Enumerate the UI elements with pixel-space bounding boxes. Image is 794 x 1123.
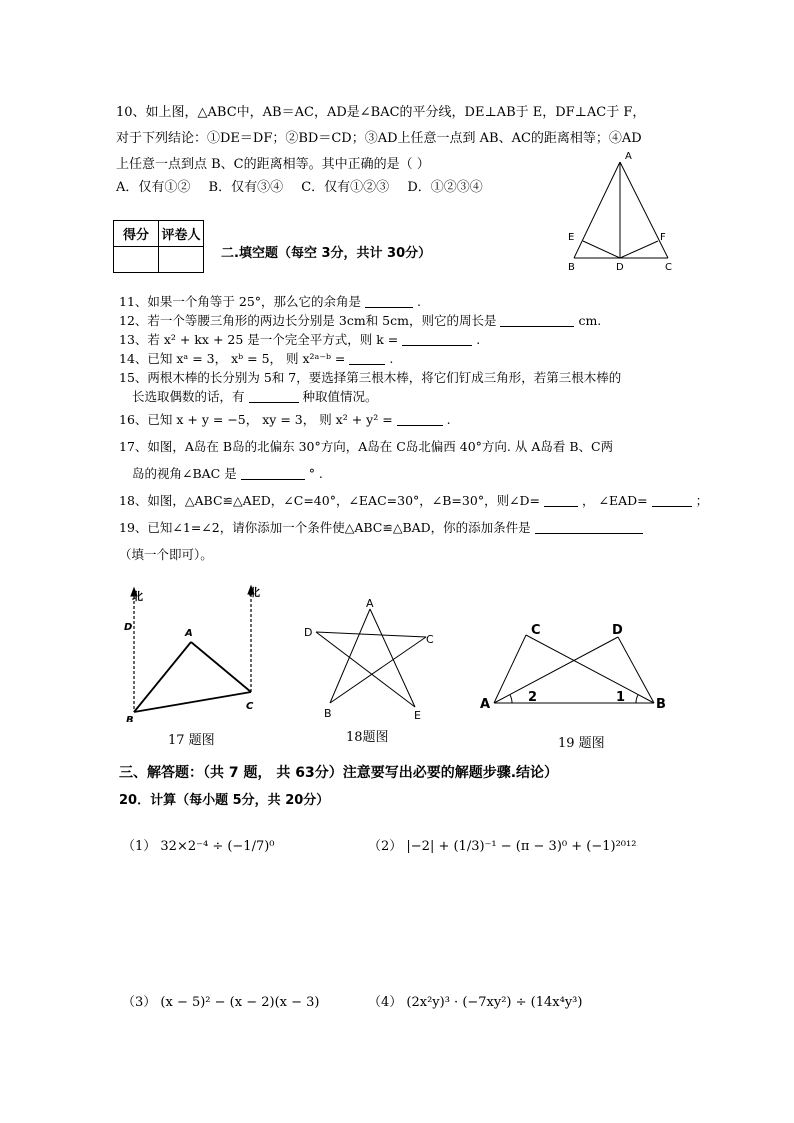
q14: 14、已知 xᵃ = 3， xᵇ = 5， 则 x²ᵃ⁻ᵇ = . bbox=[119, 351, 394, 366]
f17-label-b: B bbox=[126, 715, 134, 722]
f19-label-2: 2 bbox=[528, 690, 538, 705]
q11-blank[interactable] bbox=[365, 294, 413, 308]
fill-in-questions bbox=[119, 292, 709, 568]
f19-caption: 19 题图 bbox=[558, 736, 605, 751]
q12-blank[interactable] bbox=[500, 313, 574, 327]
q16: 16、已知 x + y = −5， xy = 3， 则 x² + y² = . bbox=[119, 412, 451, 427]
q18-blank-ead[interactable] bbox=[652, 493, 692, 507]
figure-18 bbox=[300, 595, 440, 725]
f19-label-b: B bbox=[656, 697, 666, 712]
f18-label-c: C bbox=[426, 633, 434, 646]
f19-label-c: C bbox=[531, 623, 541, 638]
score-header: 得分 bbox=[114, 221, 159, 247]
expr-1: （1） 32×2⁻⁴ ÷ (−1/7)⁰ bbox=[122, 839, 275, 854]
f19-label-d: D bbox=[612, 623, 623, 638]
f18-caption: 18题图 bbox=[346, 730, 389, 745]
score-cell[interactable] bbox=[114, 247, 159, 273]
q10-label-f: F bbox=[660, 232, 666, 243]
f17-label-c: C bbox=[246, 701, 254, 712]
q15-line2: 长选取偶数的话，有 种取值情况。 bbox=[132, 389, 378, 404]
q10-option-b: B．仅有③④ bbox=[208, 180, 284, 195]
section3-title: 三、解答题：（共 7 题， 共 63分）注意要写出必要的解题步骤.结论） bbox=[119, 765, 559, 781]
f18-label-b: B bbox=[324, 707, 332, 720]
q18: 18、如图，△ABC≌△AED，∠C=40°，∠EAC=30°，∠B=30°，则∠D= ， ∠EAD= ； bbox=[119, 493, 709, 508]
q16-blank[interactable] bbox=[397, 412, 443, 426]
f17-label-d: D bbox=[124, 622, 133, 633]
q15-line1: 15、两根木棒的长分别为 5和 7，要选择第三根木棒，将它们钉成三角形，若第三根木棒的 bbox=[119, 370, 622, 385]
q17-line2: 岛的视角∠BAC 是 ° . bbox=[132, 466, 323, 481]
q10-figure bbox=[562, 148, 682, 276]
f19-label-a: A bbox=[480, 697, 491, 712]
q12: 12、若一个等腰三角形的两边长分别是 3cm和 5cm，则它的周长是 cm. bbox=[119, 313, 602, 328]
q17-blank[interactable] bbox=[241, 466, 305, 480]
figure-19 bbox=[478, 615, 678, 715]
reviewer-cell[interactable] bbox=[159, 247, 204, 273]
reviewer-header: 评卷人 bbox=[159, 221, 204, 247]
f19-label-1: 1 bbox=[616, 690, 626, 705]
q10-label-a: A bbox=[625, 151, 632, 162]
q10-option-c: C．仅有①②③ bbox=[301, 180, 390, 195]
q11: 11、如果一个角等于 25°，那么它的余角是 . bbox=[119, 294, 421, 309]
f18-label-a: A bbox=[366, 597, 374, 610]
q13: 13、若 x² + kx + 25 是一个完全平方式，则 k = . bbox=[119, 332, 481, 347]
q10-line2: 对于下列结论：①DE＝DF；②BD＝CD；③AD上任意一点到 AB、AC的距离相等；④AD bbox=[116, 131, 642, 146]
q15-blank[interactable] bbox=[249, 389, 299, 403]
f17-caption: 17 题图 bbox=[168, 733, 215, 748]
q10-line3: 上任意一点到点 B、C的距离相等。其中正确的是（ ） bbox=[116, 157, 430, 172]
expr-4: （4） (2x²y)³ · (−7xy²) ÷ (14x⁴y³) bbox=[368, 995, 583, 1010]
f17-north-2: 北 bbox=[249, 586, 260, 599]
f18-label-d: D bbox=[304, 626, 313, 639]
f17-label-a: A bbox=[185, 628, 193, 639]
q19-line2: （填一个即可）。 bbox=[119, 547, 213, 562]
q10-line1: 10、如上图，△ABC中，AB＝AC，AD是∠BAC的平分线，DE⊥AB于 E，DF⊥AC于 F， bbox=[116, 105, 646, 120]
expr-2: （2） |−2| + (1/3)⁻¹ − (π − 3)⁰ + (−1)²⁰¹² bbox=[368, 839, 637, 854]
q10-label-b: B bbox=[568, 262, 575, 273]
q10-option-d: D．①②③④ bbox=[407, 180, 483, 195]
q10-label-d: D bbox=[616, 262, 624, 273]
f18-label-e: E bbox=[414, 709, 421, 722]
f17-north-1: 北 bbox=[132, 590, 143, 603]
q10-options bbox=[116, 176, 497, 195]
q13-blank[interactable] bbox=[402, 332, 472, 346]
q20-title: 20．计算（每小题 5分，共 20分） bbox=[119, 793, 330, 808]
q17-line1: 17、如图，A岛在 B岛的北偏东 30°方向，A岛在 C岛北偏西 40°方向. 从 A岛看 B、C两 bbox=[119, 439, 614, 454]
section2-title: 二.填空题（每空 3分，共计 30分） bbox=[221, 246, 432, 261]
q18-blank-d[interactable] bbox=[544, 493, 578, 507]
figure-17 bbox=[118, 582, 268, 722]
q19: 19、已知∠1=∠2，请你添加一个条件使△ABC≌△BAD，你的添加条件是 bbox=[119, 514, 689, 541]
q10-label-c: C bbox=[665, 262, 672, 273]
q10-label-e: E bbox=[568, 232, 575, 243]
q14-blank[interactable] bbox=[349, 351, 385, 365]
score-table bbox=[113, 220, 204, 273]
expr-3: （3） (x − 5)² − (x − 2)(x − 3) bbox=[122, 995, 320, 1010]
q19-blank[interactable] bbox=[535, 520, 643, 534]
q10-option-a: A．仅有①② bbox=[116, 180, 191, 195]
